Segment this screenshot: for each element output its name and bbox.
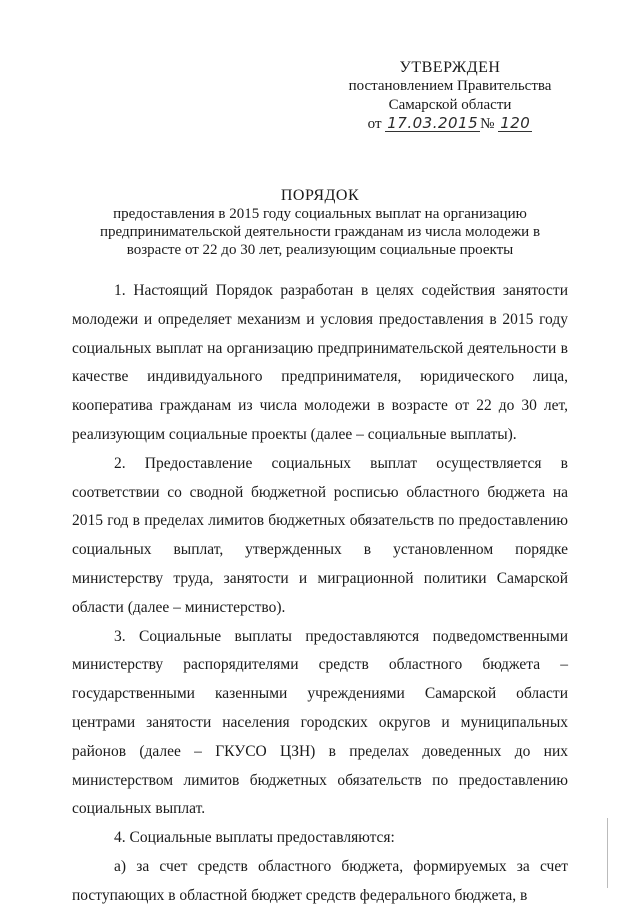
handwritten-number: 120	[500, 114, 531, 132]
paragraph-1: 1. Настоящий Порядок разработан в целях содействия занятости молодежи и определяет механизм и условия предоставления в 2015 году социальных выплат на организацию предпринимательской деятельности в качестве индивидуального предпринимателя, юридического лица, кооператива гражданам из числа молодежи в возрасте от 22 до 30 лет, реализующим социальные проекты (далее – социальные выплаты).	[72, 282, 568, 443]
approval-line-2: Самарской области	[388, 97, 512, 113]
approval-title: УТВЕРЖДЕН	[399, 59, 501, 76]
approval-date-line	[330, 115, 570, 134]
document-title: ПОРЯДОК	[280, 187, 360, 204]
approval-line-1: постановлением Правительства	[348, 78, 552, 94]
document-subtitle: предоставления в 2015 году социальных выплат на организацию предпринимательской деятельности гражданам из числа молодежи в возрасте от 22 до 30 лет, реализующим социальные проекты	[99, 206, 541, 258]
date-prefix: от	[367, 116, 382, 132]
approval-stamp	[330, 58, 570, 134]
number-sign: №	[480, 116, 495, 132]
paragraph-2: 2. Предоставление социальных выплат осуществляется в соответствии со сводной бюджетной росписью областного бюджета на 2015 год в пределах лимитов бюджетных обязательств по предоставлению социальных выплат, утвержденных в установленном порядке министерству труда, занятости и миграционной политики Самарской области (далее – министерство).	[72, 454, 568, 616]
scan-edge-mark	[607, 818, 608, 888]
document-body	[72, 277, 568, 911]
paragraph-4: 4. Социальные выплаты предоставляются:	[114, 829, 395, 847]
paragraph-3: 3. Социальные выплаты предоставляются подведомственными министерству распорядителями средств областного бюджета – государственными казенными учреждениями Самарской области центрами занятости населения городских округов и муниципальных районов (далее – ГКУСО ЦЗН) в пределах доведенных до них министерством лимитов бюджетных обязательств по предоставлению социальных выплат.	[72, 627, 568, 818]
paragraph-4a: а) за счет средств областного бюджета, формируемых за счет поступающих в областной бюджет средств федерального бюджета, в	[72, 857, 568, 904]
handwritten-date: 17.03.2015	[387, 114, 479, 132]
